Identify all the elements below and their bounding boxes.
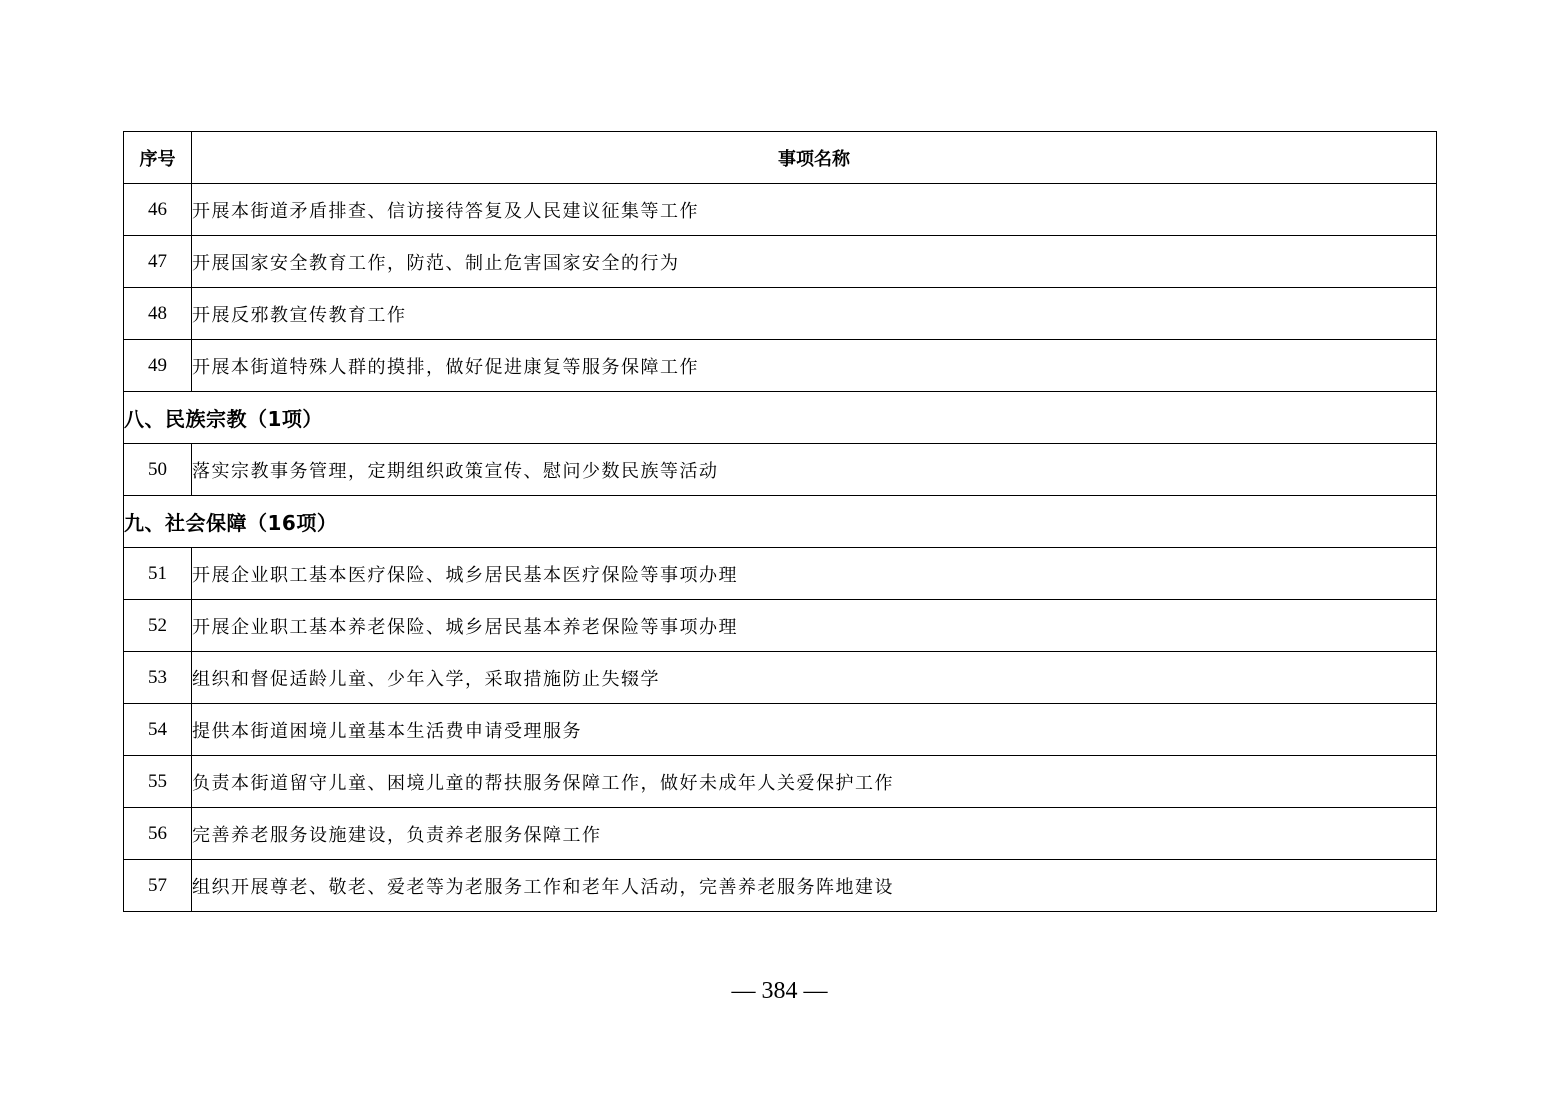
row-serial-number: 55: [124, 756, 192, 808]
table-row: [124, 704, 1437, 756]
items-table: [123, 131, 1437, 912]
table-row: [124, 808, 1437, 860]
section-title: 九、社会保障（16项）: [124, 496, 1437, 548]
table-row: [124, 340, 1437, 392]
table-row: [124, 548, 1437, 600]
section-header-row: [124, 496, 1437, 548]
table-body: [124, 184, 1437, 912]
table-row: [124, 756, 1437, 808]
row-item-name: 提供本街道困境儿童基本生活费申请受理服务: [192, 704, 1437, 756]
table-row: [124, 600, 1437, 652]
row-serial-number: 46: [124, 184, 192, 236]
table-row: [124, 652, 1437, 704]
row-item-name: 开展反邪教宣传教育工作: [192, 288, 1437, 340]
row-item-name: 开展企业职工基本医疗保险、城乡居民基本医疗保险等事项办理: [192, 548, 1437, 600]
row-serial-number: 54: [124, 704, 192, 756]
row-serial-number: 51: [124, 548, 192, 600]
row-item-name: 组织开展尊老、敬老、爱老等为老服务工作和老年人活动，完善养老服务阵地建设: [192, 860, 1437, 912]
row-serial-number: 50: [124, 444, 192, 496]
section-title: 八、民族宗教（1项）: [124, 392, 1437, 444]
row-item-name: 开展国家安全教育工作，防范、制止危害国家安全的行为: [192, 236, 1437, 288]
row-item-name: 完善养老服务设施建设，负责养老服务保障工作: [192, 808, 1437, 860]
row-item-name: 负责本街道留守儿童、困境儿童的帮扶服务保障工作，做好未成年人关爱保护工作: [192, 756, 1437, 808]
row-serial-number: 47: [124, 236, 192, 288]
page-number: — 384 —: [731, 978, 828, 1004]
row-item-name: 开展本街道特殊人群的摸排，做好促进康复等服务保障工作: [192, 340, 1437, 392]
table-row: [124, 288, 1437, 340]
header-serial-number: 序号: [124, 132, 192, 184]
row-serial-number: 57: [124, 860, 192, 912]
row-serial-number: 52: [124, 600, 192, 652]
row-item-name: 组织和督促适龄儿童、少年入学，采取措施防止失辍学: [192, 652, 1437, 704]
row-item-name: 落实宗教事务管理，定期组织政策宣传、慰问少数民族等活动: [192, 444, 1437, 496]
row-serial-number: 49: [124, 340, 192, 392]
row-serial-number: 48: [124, 288, 192, 340]
table-header-row: [124, 132, 1437, 184]
row-item-name: 开展本街道矛盾排查、信访接待答复及人民建议征集等工作: [192, 184, 1437, 236]
section-header-row: [124, 392, 1437, 444]
header-item-name: 事项名称: [192, 132, 1437, 184]
row-serial-number: 53: [124, 652, 192, 704]
table-row: [124, 444, 1437, 496]
row-item-name: 开展企业职工基本养老保险、城乡居民基本养老保险等事项办理: [192, 600, 1437, 652]
row-serial-number: 56: [124, 808, 192, 860]
table-row: [124, 860, 1437, 912]
table-row: [124, 236, 1437, 288]
table-row: [124, 184, 1437, 236]
